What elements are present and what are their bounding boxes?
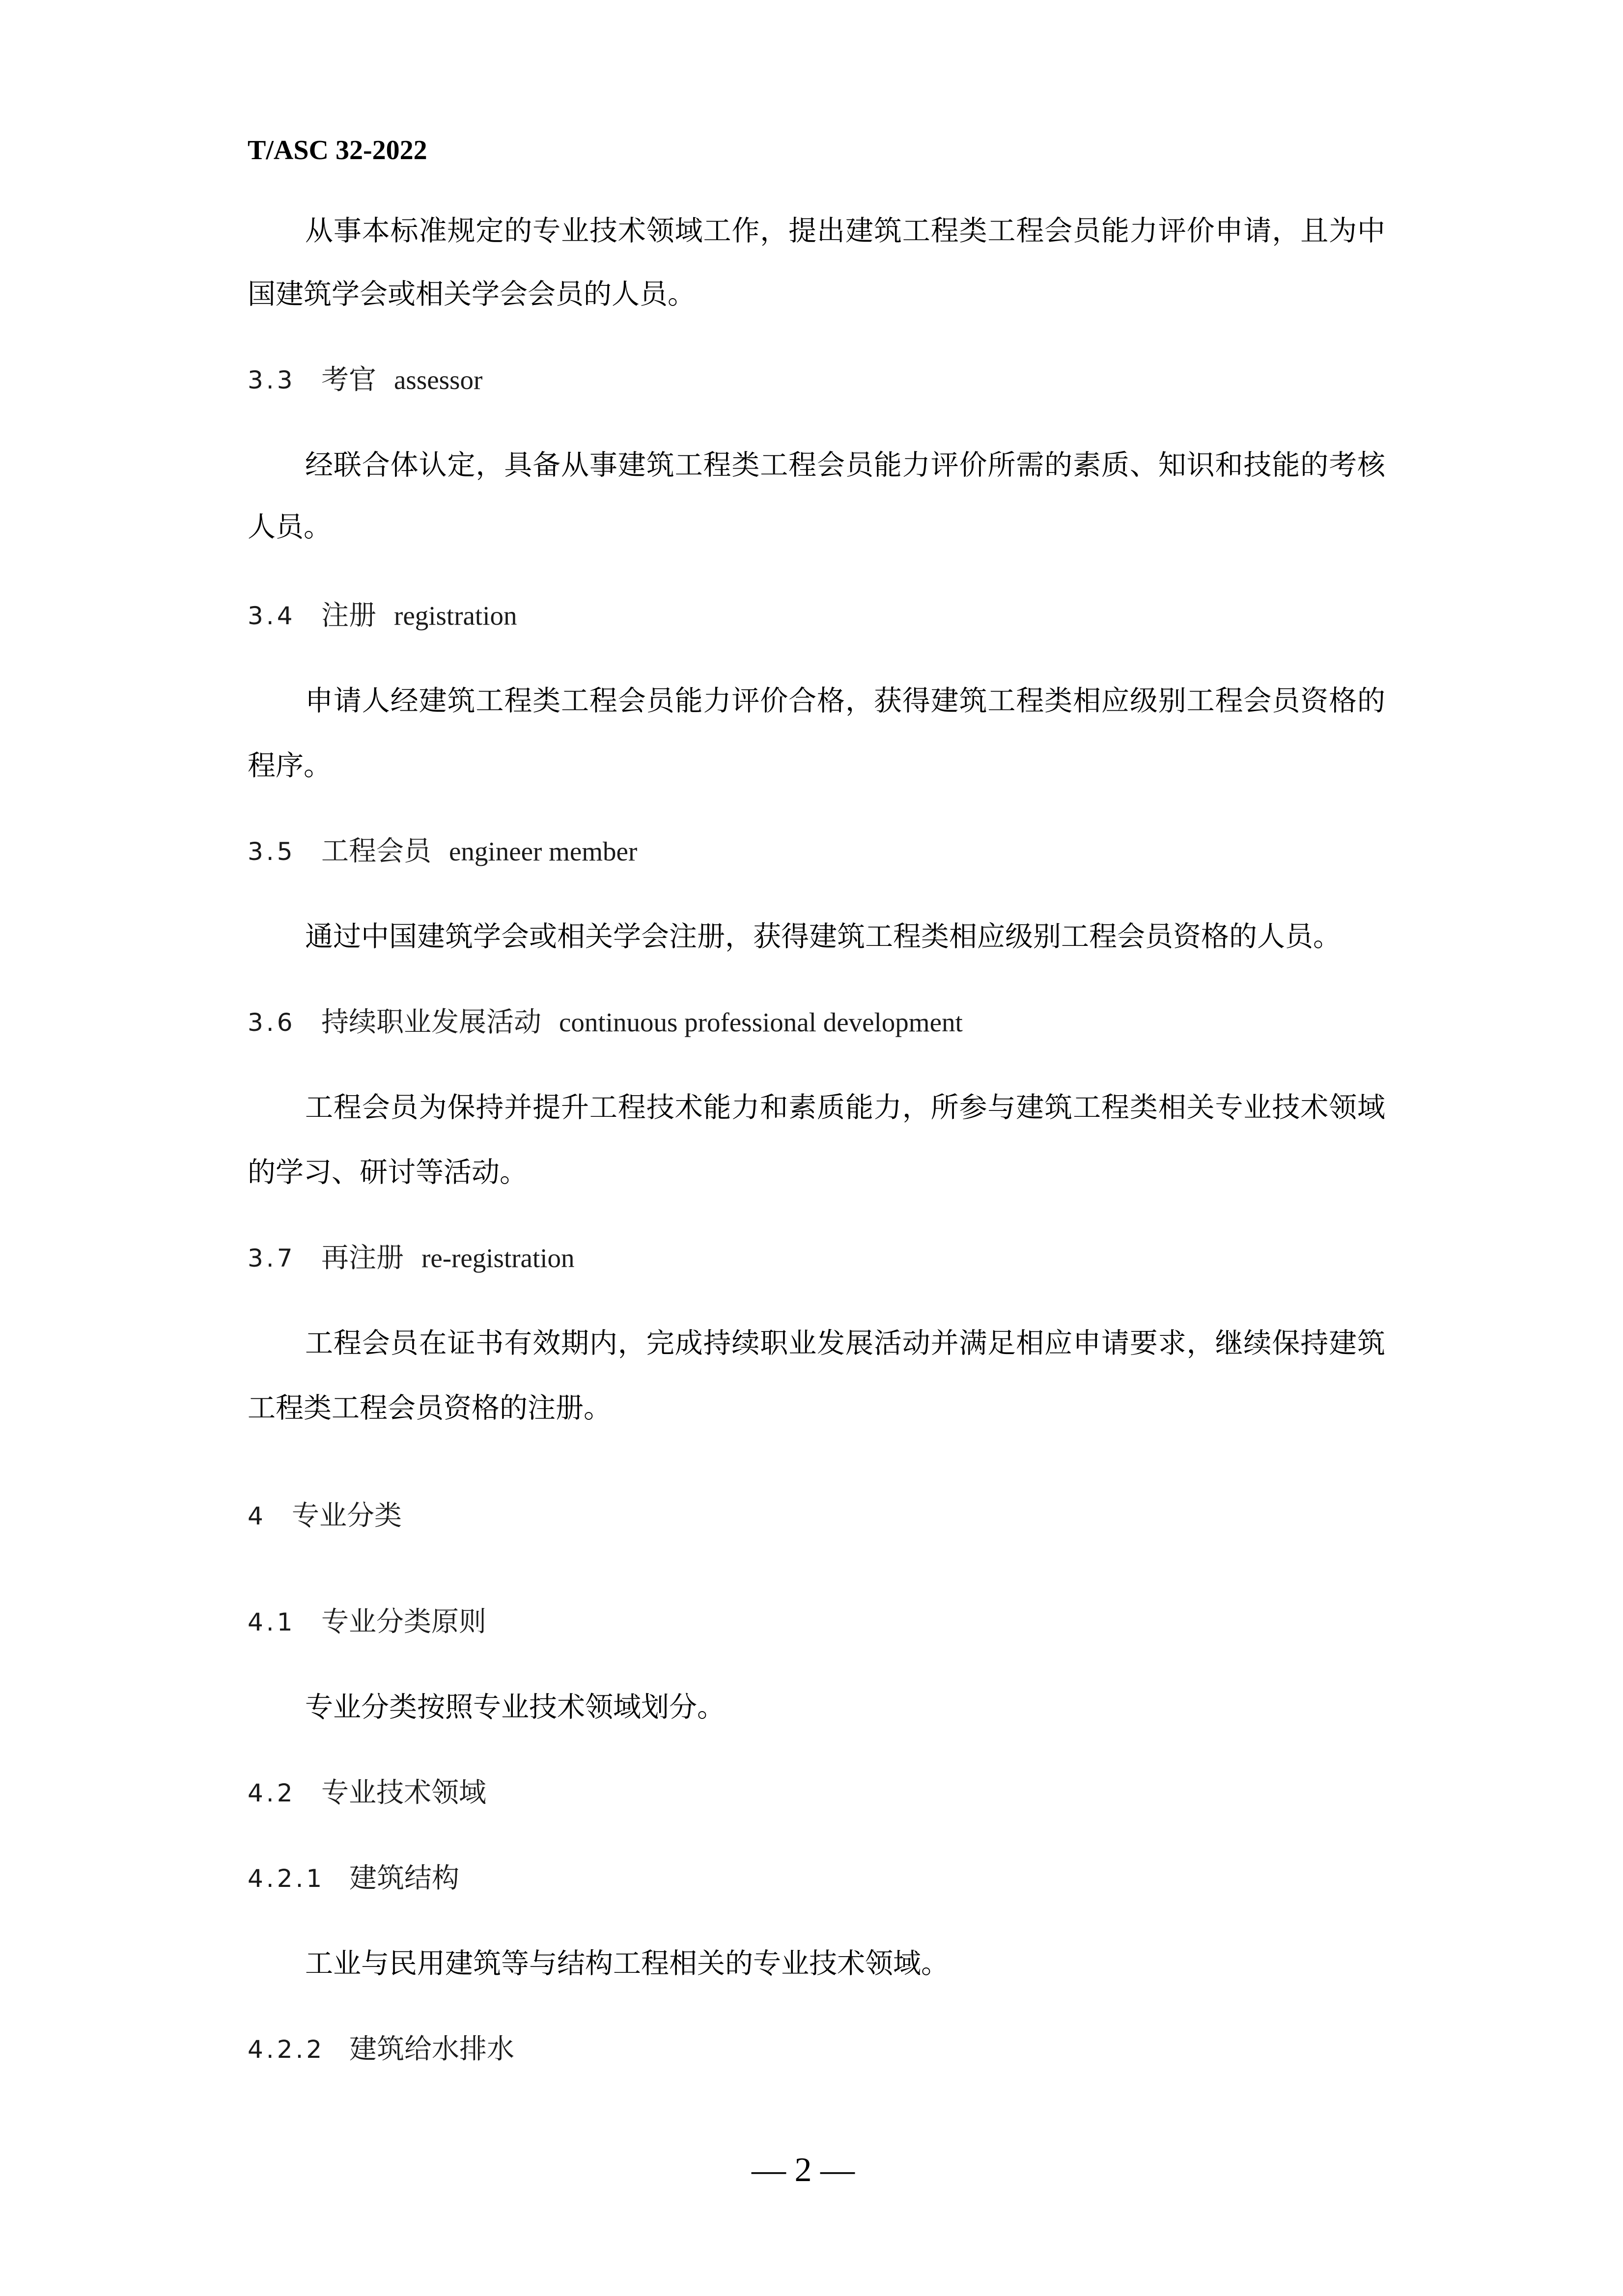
definition-3-4-line-1: 申请人经建筑工程类工程会员能力评价合格，获得建筑工程类相应级别工程会员资格的 [305,686,1385,717]
section-title-text: 建筑给水排水 [349,2033,514,2065]
section-heading-4-2-1 [248,1861,1385,1896]
section-4-2-1-text: 工业与民用建筑等与结构工程相关的专业技术领域。 [305,1948,949,1979]
section-4-1-text: 专业分类按照专业技术领域划分。 [305,1692,725,1723]
term-heading-3-5 [248,834,1385,869]
clause-number: 4.2 [248,1779,296,1807]
definition-3-3-line-2: 人员。 [248,512,332,543]
term-english: registration [394,601,517,631]
section-title-text: 专业分类原则 [321,1606,486,1638]
term-english: assessor [394,365,483,395]
section-heading-4-2-2 [248,2032,1385,2067]
definition-3-5-line-1: 通过中国建筑学会或相关学会注册，获得建筑工程类相应级别工程会员资格的人员。 [305,921,1341,952]
term-heading-3-6 [248,1005,1385,1040]
clause-number: 3.6 [248,1008,296,1037]
term-chinese: 持续职业发展活动 [321,1006,541,1038]
term-chinese: 注册 [321,600,376,632]
clause-number: 4.2.1 [248,1864,325,1893]
section-heading-4-1 [248,1604,1385,1640]
term-english: re-registration [421,1243,575,1273]
section-title-text: 专业分类 [292,1500,402,1532]
term-chinese: 考官 [321,364,376,396]
term-title [321,362,482,405]
page-number-footer: — 2 — [752,2151,855,2189]
term-title [321,1005,963,1047]
section-title [292,1498,402,1541]
definition-3-6-line-2: 的学习、研讨等活动。 [248,1157,528,1188]
term-title [321,834,637,876]
continued-definition-line-2: 国建筑学会或相关学会会员的人员。 [248,279,696,310]
term-chinese: 工程会员 [321,835,431,867]
section-title-text: 建筑结构 [349,1862,459,1894]
term-heading-3-3 [248,362,1385,398]
clause-number: 3.3 [248,366,296,394]
section-heading-4-2 [248,1775,1385,1811]
term-title [321,598,517,640]
term-title [321,1241,575,1283]
clause-number: 3.4 [248,602,296,630]
term-english: engineer member [449,836,638,866]
clause-number: 4.1 [248,1608,296,1636]
definition-3-7-line-1: 工程会员在证书有效期内，完成持续职业发展活动并满足相应申请要求，继续保持建筑 [305,1328,1385,1359]
definition-3-3-line-1: 经联合体认定，具备从事建筑工程类工程会员能力评价所需的素质、知识和技能的考核 [305,450,1385,481]
definition-3-6-line-1: 工程会员为保持并提升工程技术能力和素质能力，所参与建筑工程类相关专业技术领域 [305,1092,1385,1123]
definition-3-4-line-2: 程序。 [248,750,332,781]
section-title [349,1861,459,1903]
continued-definition-line-1: 从事本标准规定的专业技术领域工作，提出建筑工程类工程会员能力评价申请，且为中 [305,216,1385,247]
document-code-header: T/ASC 32-2022 [248,135,427,166]
clause-number: 3.5 [248,837,296,866]
clause-number: 4.2.2 [248,2035,325,2064]
clause-number: 4 [248,1502,266,1530]
section-title [349,2032,514,2074]
term-heading-3-7 [248,1241,1385,1276]
term-heading-3-4 [248,598,1385,634]
section-heading-4 [248,1498,1385,1534]
section-title [321,1775,486,1818]
term-english: continuous professional development [559,1007,963,1037]
section-title [321,1604,486,1647]
clause-number: 3.7 [248,1244,296,1272]
definition-3-7-line-2: 工程类工程会员资格的注册。 [248,1393,612,1424]
section-title-text: 专业技术领域 [321,1777,486,1809]
term-chinese: 再注册 [321,1242,404,1274]
